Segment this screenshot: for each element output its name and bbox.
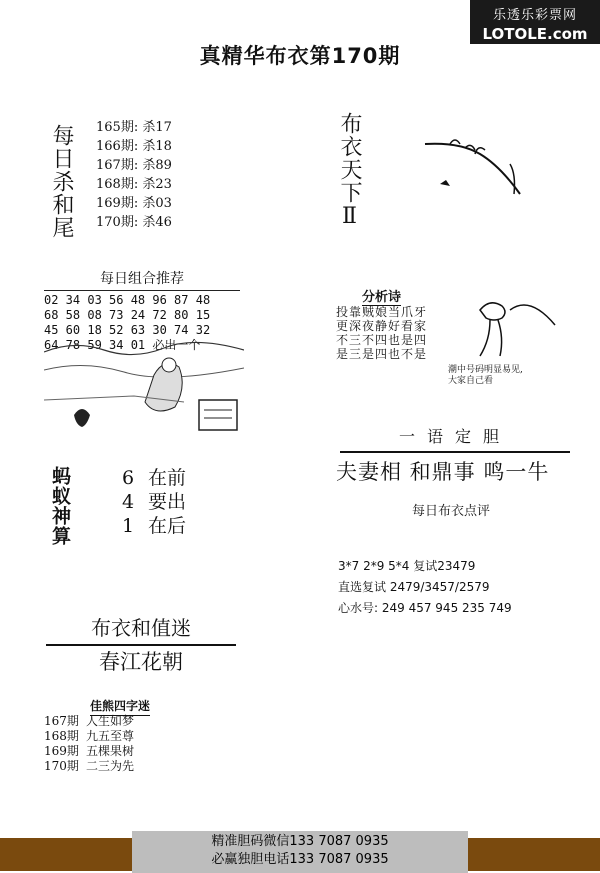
poem-lines [336,305,427,361]
list-item: 167期 人生如梦 [44,714,135,728]
poem-line: 投靠贼娘当爪牙 [336,305,428,319]
list-item: 169期: 杀03 [96,196,172,211]
four-char-list [44,714,134,774]
list-item: 170期: 杀46 [96,215,172,230]
poem-line: 是三是四也不是 [336,347,428,361]
horse-illustration [460,290,560,362]
combo-title: 每日组合推荐 [44,268,240,291]
daily-line: 心水号: 249 457 945 235 749 [338,601,512,615]
combo-row: 02 34 03 56 48 96 87 48 [44,293,211,307]
combo-row: 68 58 08 73 24 72 80 15 [44,308,211,322]
poem-hint: 潮中号码明显易见, 大家自己看 [448,365,523,386]
four-char-title: 佳熊四字迷 [90,697,150,716]
list-item: 6 在前 [122,467,187,489]
kill-tail-list [96,118,172,232]
contact-box [132,831,468,873]
daily-numbers [338,556,512,619]
contact-line: 精准胆码微信133 7087 0935 [211,834,389,849]
combo-row: 45 60 18 52 63 30 74 32 [44,323,211,337]
list-item: 170期 二三为先 [44,759,135,773]
daily-title: 每日布衣点评 [411,504,490,519]
list-item: 168期: 杀23 [96,177,172,192]
yiyu-title: 一语定胆 [340,424,570,453]
list-item: 4 要出 [122,491,187,513]
list-item: 165期: 杀17 [96,120,172,135]
scholar-illustration [44,330,244,440]
list-item: 1 在后 [122,515,187,537]
daily-line: 3*7 2*9 5*4 复试23479 [338,559,476,573]
daily-line: 直选复试 2479/3457/2579 [338,580,490,594]
combo-row: 64 78 59 34 01 必出一个 [44,338,201,352]
list-item: 166期: 杀18 [96,139,172,154]
list-item: 169期 五棵果树 [44,744,135,758]
ant-title: 蚂蚁神算 [49,466,71,546]
riddle-title: 布衣和值迷 [46,612,236,646]
page-title: 真精华布衣第170期 [199,44,401,68]
kill-tail-title: 每日杀和尾 [49,124,74,239]
yiyu-text: 夫妻相 和鼎事 鸣一牛 [336,460,550,484]
list-item: 168期 九五至尊 [44,729,135,743]
riddle-answer: 春江花朝 [99,650,183,674]
buyi-title: 布衣天下Ⅱ [337,112,362,230]
watermark-logo [470,0,600,44]
list-item: 167期: 杀89 [96,158,172,173]
watermark-cn: 乐透乐彩票网 [492,8,577,23]
watermark-domain: LOTOLE.com [482,25,588,43]
contact-line: 必赢独胆电话133 7087 0935 [211,852,389,867]
poem-line: 不三不四也是四 [336,333,428,347]
poem-title: 分析诗 [362,286,401,306]
poem-line: 更深夜静好看家 [336,319,428,333]
branch-illustration [420,124,530,204]
ant-list [122,466,186,538]
